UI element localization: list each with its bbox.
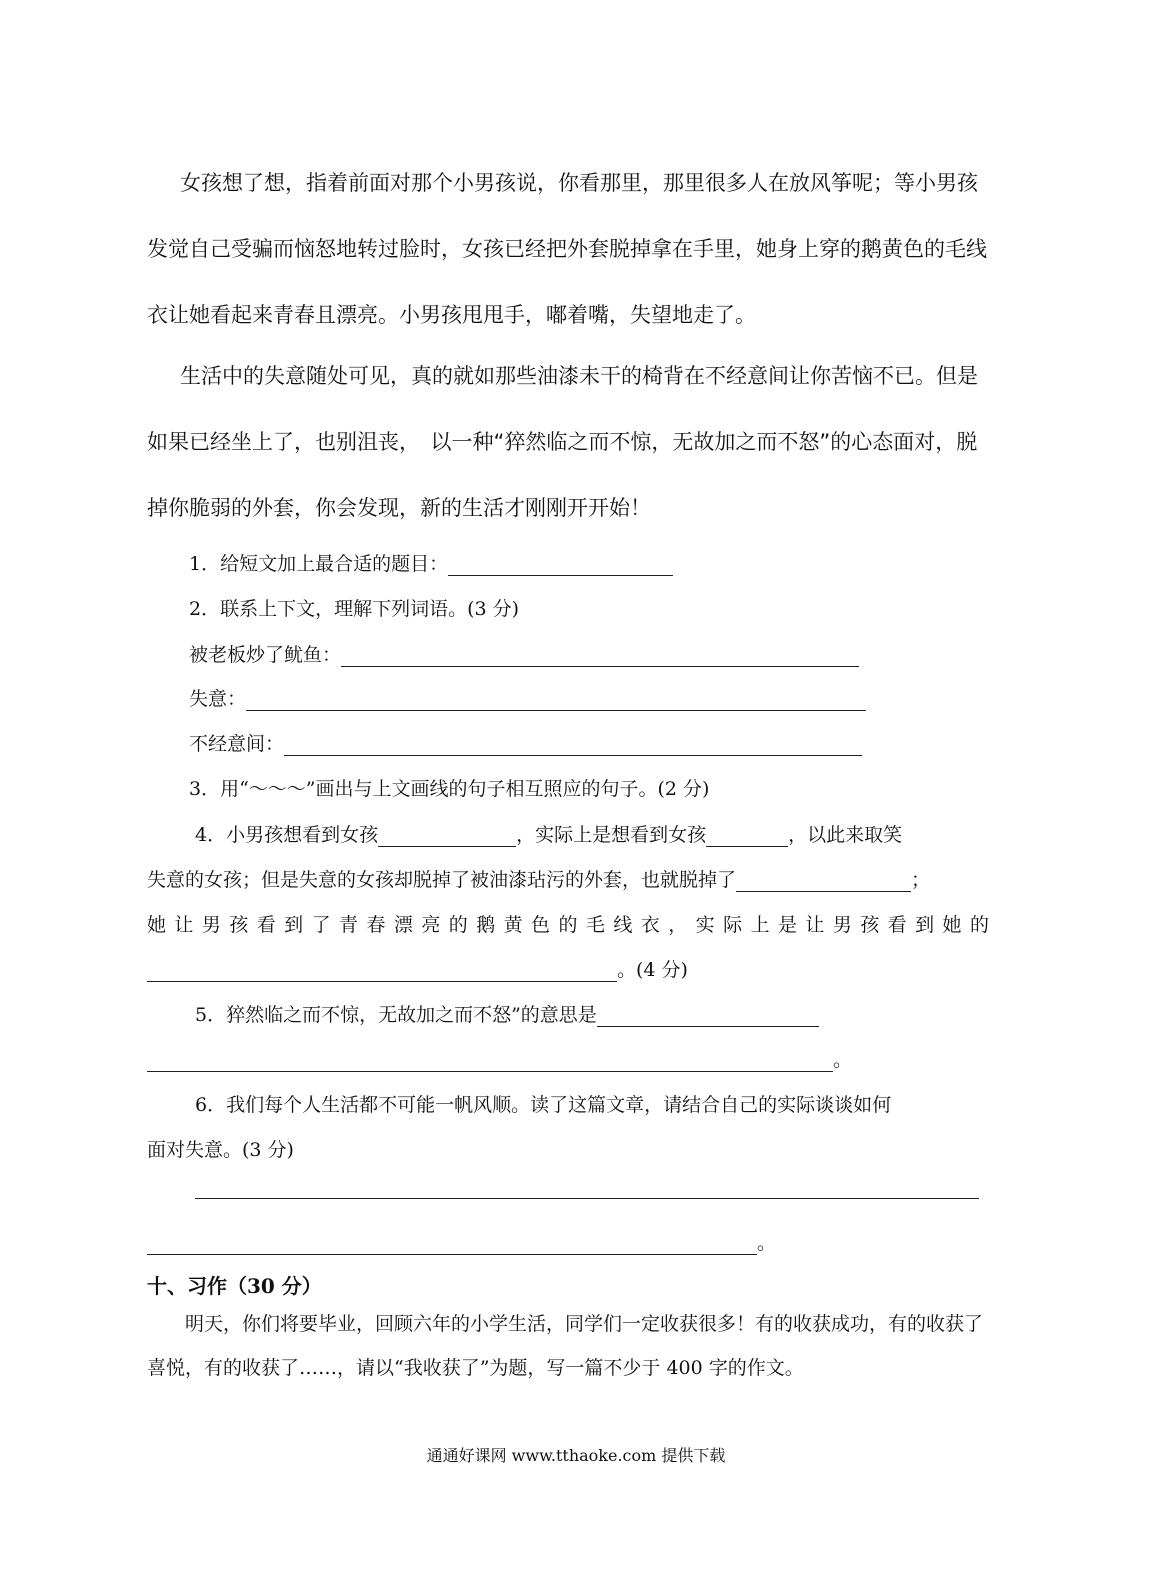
question-6-line-2: 面对失意。(3 分): [147, 1139, 294, 1161]
question-2-item-a-blank[interactable]: [341, 646, 859, 667]
question-4-blank-2[interactable]: [706, 826, 788, 847]
page-footer: 通通好课网 www.tthaoke.com 提供下载: [426, 1446, 726, 1465]
question-4-blank-4[interactable]: [147, 961, 617, 982]
question-5-text: 5．猝然临之而不惊，无故加之而不怒”的意思是: [195, 1004, 597, 1026]
question-5-blank-2[interactable]: [147, 1051, 833, 1072]
question-3: 3．用“～～～”画出与上文画线的句子相互照应的句子。(2 分): [189, 778, 710, 800]
question-4-line-2: [147, 865, 930, 892]
question-6-line-3: [147, 1228, 776, 1255]
question-5-end: 。: [833, 1049, 853, 1071]
question-2-item-b-blank[interactable]: [246, 690, 866, 711]
question-4-text-a: 4．小男孩想看到女孩: [195, 824, 379, 846]
question-6-answer-line-2[interactable]: [147, 1234, 757, 1255]
question-4-line-1: [195, 820, 902, 847]
question-2-item-c: [189, 729, 862, 756]
question-1-answer-blank[interactable]: [448, 555, 673, 576]
question-4-blank-1[interactable]: [378, 826, 516, 847]
question-5-blank-1[interactable]: [597, 1006, 819, 1027]
question-2: 2．联系上下文，理解下列词语。(3 分): [189, 598, 520, 620]
question-2-item-a: [189, 640, 859, 667]
question-4-text-g: 。(4 分): [617, 959, 688, 981]
question-4-text-d: 失意的女孩；但是失意的女孩却脱掉了被油漆玷污的外套，也就脱掉了: [147, 869, 737, 891]
question-4-line-4: [147, 955, 688, 982]
question-5-line-2: [147, 1045, 852, 1072]
question-6-end: 。: [757, 1232, 777, 1254]
question-4-blank-3[interactable]: [736, 871, 911, 892]
passage-paragraph-2: 生活中的失意随处可见，真的就如那些油漆未干的椅背在不经意间让你苦恼不已。但是如果已经坐上了，也别沮丧， 以一种“猝然临之而不惊，无故加之而不怒”的心态面对，脱掉你脆弱的外套，你会发现，新的生活才刚刚开开始！: [147, 364, 978, 520]
composition-heading: 十、习作（30 分）: [147, 1274, 322, 1298]
question-4-text-e: ；: [911, 869, 931, 891]
question-6-line-1: 6．我们每个人生活都不可能一帆风顺。读了这篇文章，请结合自己的实际谈谈如何: [195, 1094, 892, 1116]
question-2-item-a-label: 被老板炒了鱿鱼：: [189, 644, 342, 666]
question-2-item-c-label: 不经意间：: [189, 733, 285, 755]
question-4-line-3: 她让男孩看到了青春漂亮的鹅黄色的毛线衣，实际上是让男孩看到她的: [147, 914, 989, 936]
question-6-answer-line-1[interactable]: [195, 1198, 979, 1199]
question-1-text: 1．给短文加上最合适的题目：: [189, 553, 449, 575]
question-2-item-b-label: 失意：: [189, 688, 247, 710]
question-2-item-c-blank[interactable]: [284, 735, 862, 756]
question-4-text-c: ，以此来取笑: [788, 824, 903, 846]
question-1: [189, 549, 673, 576]
question-2-item-b: [189, 684, 866, 711]
question-4-text-b: ，实际上是想看到女孩: [516, 824, 707, 846]
composition-prompt: 明天，你们将要毕业，回顾六年的小学生活，同学们一定收获很多！有的收获成功，有的收获了喜悦，有的收获了……，请以“我收获了”为题，写一篇不少于 400 字的作文。: [147, 1313, 984, 1379]
passage-paragraph-1: 女孩想了想，指着前面对那个小男孩说，你看那里，那里很多人在放风筝呢；等小男孩发觉自己受骗而恼怒地转过脸时，女孩已经把外套脱掉拿在手里，她身上穿的鹅黄色的毛线衣让她看起来青春且漂亮。小男孩甩甩手，嘟着嘴，失望地走了。: [147, 171, 987, 327]
question-5-line-1: [195, 1000, 819, 1027]
